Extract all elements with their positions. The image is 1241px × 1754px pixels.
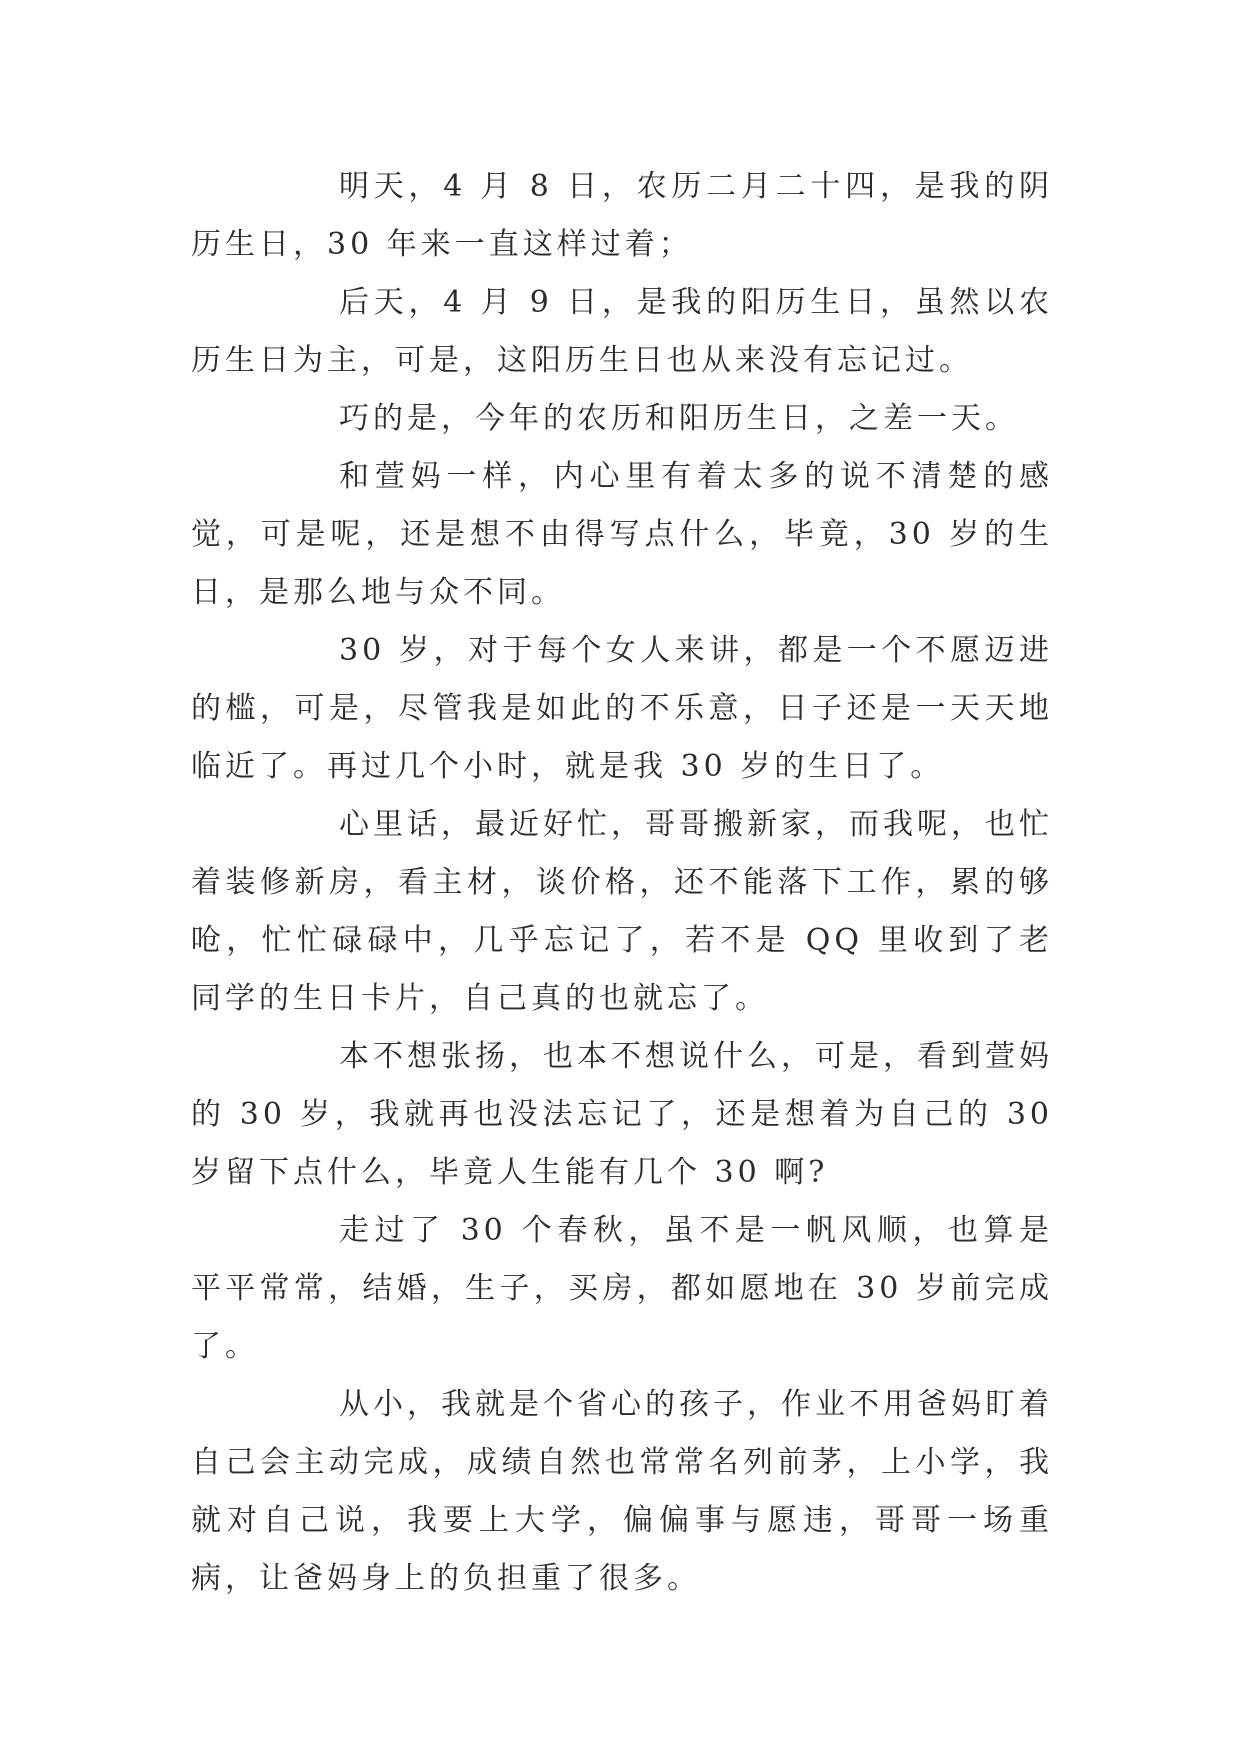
paragraph: 明天，4 月 8 日，农历二月二十四，是我的阴历生日，30 年来一直这样过着； [191,169,1053,262]
document-body [191,158,1053,1608]
paragraph: 巧的是，今年的农历和阳历生日，之差一天。 [339,401,1019,436]
paragraph: 心里话，最近好忙，哥哥搬新家，而我呢，也忙着装修新房，看主材，谈价格，还不能落下工作，累的够呛，忙忙碌碌中，几乎忘记了，若不是 QQ 里收到了老同学的生日卡片，自己真的也就忘了。 [191,807,1053,1016]
paragraph: 走过了 30 个春秋，虽不是一帆风顺，也算是平平常常，结婚，生子，买房，都如愿地在 30 岁前完成了。 [191,1213,1053,1364]
paragraph: 30 岁，对于每个女人来讲，都是一个不愿迈进的槛，可是，尽管我是如此的不乐意，日子还是一天天地临近了。再过几个小时，就是我 30 岁的生日了。 [191,633,1053,784]
paragraph: 从小，我就是个省心的孩子，作业不用爸妈盯着自己会主动完成，成绩自然也常常名列前茅，上小学，我就对自己说，我要上大学，偏偏事与愿违，哥哥一场重病，让爸妈身上的负担重了很多。 [191,1387,1053,1596]
paragraph: 和萱妈一样，内心里有着太多的说不清楚的感觉，可是呢，还是想不由得写点什么，毕竟，30 岁的生日，是那么地与众不同。 [191,459,1053,610]
paragraph: 本不想张扬，也本不想说什么，可是，看到萱妈的 30 岁，我就再也没法忘记了，还是想着为自己的 30 岁留下点什么，毕竟人生能有几个 30 啊? [191,1039,1053,1190]
paragraph: 后天，4 月 9 日，是我的阳历生日，虽然以农历生日为主，可是，这阳历生日也从来没有忘记过。 [191,285,1053,378]
